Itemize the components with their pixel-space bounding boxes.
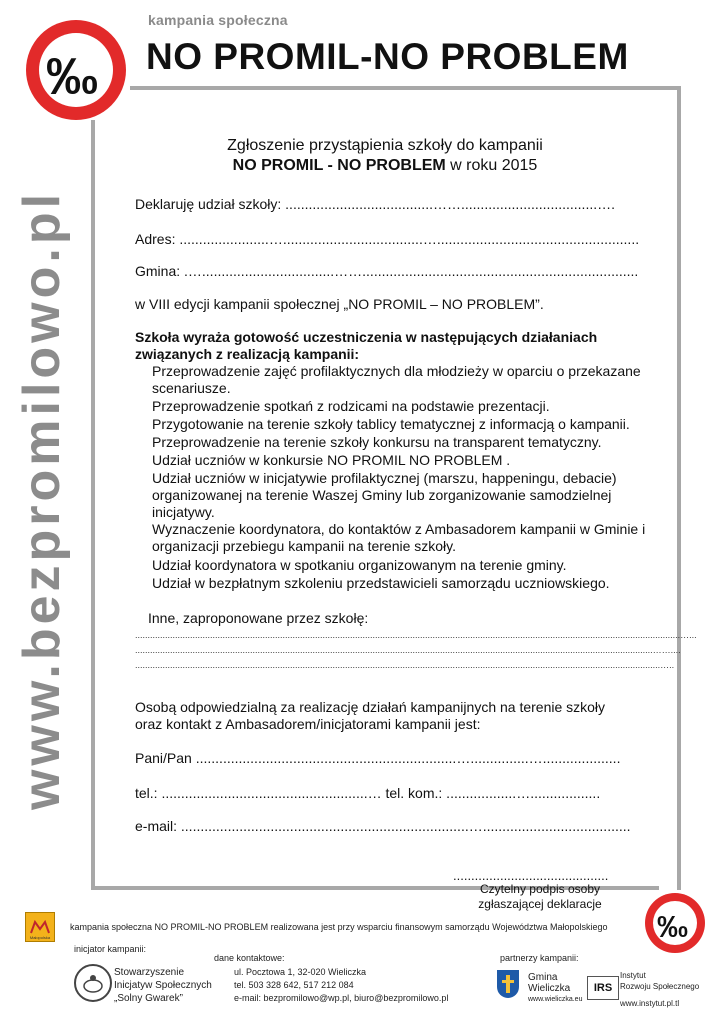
responsible-person-line1: Osobą odpowiedzialną za realizację działań kampanijnych na terenie szkoły xyxy=(135,699,606,715)
person-name-field[interactable]: Pani/Pan ...................................................................…...............….................... xyxy=(135,750,621,766)
sign-symbol: ‰ xyxy=(46,48,98,106)
frame-left-border xyxy=(91,120,95,890)
irs-logo: IRS xyxy=(587,976,619,1000)
frame-top-border xyxy=(130,86,681,90)
page-title: NO PROMIL-NO PROBLEM xyxy=(146,36,629,77)
campaign-year: w roku 2015 xyxy=(445,157,538,174)
svg-text:Małopolska: Małopolska xyxy=(29,935,51,940)
option-item xyxy=(135,575,670,592)
form-heading-line1: Zgłoszenie przystąpienia szkoły do kampanii xyxy=(227,137,543,154)
option-item xyxy=(135,452,670,469)
campaign-label: kampania społeczna xyxy=(148,12,288,28)
option-item xyxy=(135,416,670,433)
form-heading-line2 xyxy=(100,157,670,175)
municipality-field: Gmina: .…..................................……....................................................................... xyxy=(135,263,639,279)
signature-label: Czytelny podpis osoby zgłaszającej deklaracje xyxy=(478,882,602,911)
gmina-wieliczka-crest-icon xyxy=(497,970,519,998)
irs-name: Instytut Rozwoju Społecznego www.instytut.pl.tl xyxy=(620,971,700,1008)
option-text: Udział koordynatora w spotkaniu organizowanym na terenie gminy. xyxy=(152,557,567,573)
initiator-label: inicjator kampanii: xyxy=(74,944,147,954)
signature-line[interactable]: ........................................... xyxy=(453,868,609,883)
option-text: Wyznaczenie koordynatora, do kontaktów z Ambasadorem kampanii w Gminie i organizacji przebiegu kampanii na terenie szkoły. xyxy=(152,521,646,554)
other-dots-line[interactable]: ..........................................................................................................................................................................................................................…... xyxy=(135,630,697,640)
option-text: Przygotowanie na terenie szkoły tablicy tematycznej z informacją o kampanii. xyxy=(152,416,630,432)
sisg-name: Stowarzyszenie Inicjatyw Społecznych „Solny Gwarek” xyxy=(114,967,212,1004)
contact-details xyxy=(234,966,448,1005)
readiness-heading-line2: związanych z realizacją kampanii: xyxy=(135,346,360,362)
option-item xyxy=(135,398,670,415)
sisg-logo xyxy=(74,964,112,1002)
frame-right-border xyxy=(677,86,681,890)
edition-statement: w VIII edycji kampanii społecznej „NO PROMIL – NO PROBLEM”. xyxy=(135,296,544,312)
side-website-url: www.bezpromilowo.pl xyxy=(13,189,71,811)
option-item xyxy=(135,521,670,555)
option-text: Udział uczniów w konkursie NO PROMIL NO PROBLEM . xyxy=(152,452,511,468)
option-text: Przeprowadzenie na terenie szkoły konkursu na transparent tematyczny. xyxy=(152,434,602,450)
contact-emails[interactable]: e-mail: bezpromilowo@wp.pl, biuro@bezpromilowo.pl xyxy=(234,993,449,1003)
malopolska-logo xyxy=(25,912,55,942)
option-item xyxy=(135,434,670,451)
option-text: Udział uczniów w inicjatywie profilaktycznej (marszu, happeningu, debacie) organizowanej na terenie Waszej Gminy lub zorganizowanie samodzielnej inicjatywy. xyxy=(152,470,617,520)
option-item xyxy=(135,363,670,397)
sign-symbol-small: ‰ xyxy=(657,909,688,944)
partners-label: partnerzy kampanii: xyxy=(500,953,579,963)
address-field: Adres: .......................…....................................….................................................... xyxy=(135,231,640,247)
other-dots-line[interactable]: ..................................................................................................................................................................................................................….. xyxy=(135,660,675,670)
other-option xyxy=(135,610,670,627)
option-text: Przeprowadzenie spotkań z rodzicami na podstawie prezentacji. xyxy=(152,398,550,414)
funding-note: kampania społeczna NO PROMIL-NO PROBLEM realizowana jest przy wsparciu finansowym samorządu Województwa Małopolskiego xyxy=(70,922,608,932)
campaign-name: NO PROMIL - NO PROBLEM xyxy=(232,157,446,174)
school-field: Deklaruję udział szkoły: ......................................……...................................…. xyxy=(135,196,616,212)
option-text: Udział w bezpłatnym szkoleniu przedstawicieli samorządu uczniowskiego. xyxy=(152,575,610,591)
gmina-wieliczka-name: Gmina Wieliczka www.wieliczka.eu xyxy=(528,972,583,1003)
option-item xyxy=(135,470,670,521)
responsible-person-line2: oraz kontakt z Ambasadorem/inicjatorami kampanii jest: xyxy=(135,716,481,732)
contact-address: ul. Pocztowa 1, 32-020 Wieliczka xyxy=(234,967,367,977)
option-item xyxy=(135,557,670,574)
per-mille-sign-small-icon xyxy=(645,893,705,953)
other-option-label: Inne, zaproponowane przez szkołę: xyxy=(148,610,369,626)
email-field[interactable]: e-mail: ..........................................................................…...................................... xyxy=(135,818,631,834)
option-text: Przeprowadzenie zajęć profilaktycznych dla młodzieży w oparciu o przekazane scenariusze. xyxy=(152,363,641,396)
contact-phone: tel. 503 328 642, 517 212 084 xyxy=(234,980,354,990)
per-mille-sign-icon xyxy=(26,20,126,120)
phone-field[interactable]: tel.: .....................................................… tel. kom.: ..................….................. xyxy=(135,785,601,801)
readiness-heading-line1: Szkoła wyraża gotowość uczestniczenia w następujących działaniach xyxy=(135,329,598,345)
contact-label: dane kontaktowe: xyxy=(214,953,285,963)
other-dots-line[interactable]: ...............................................................................................................................................................................................................…….... xyxy=(135,645,681,655)
